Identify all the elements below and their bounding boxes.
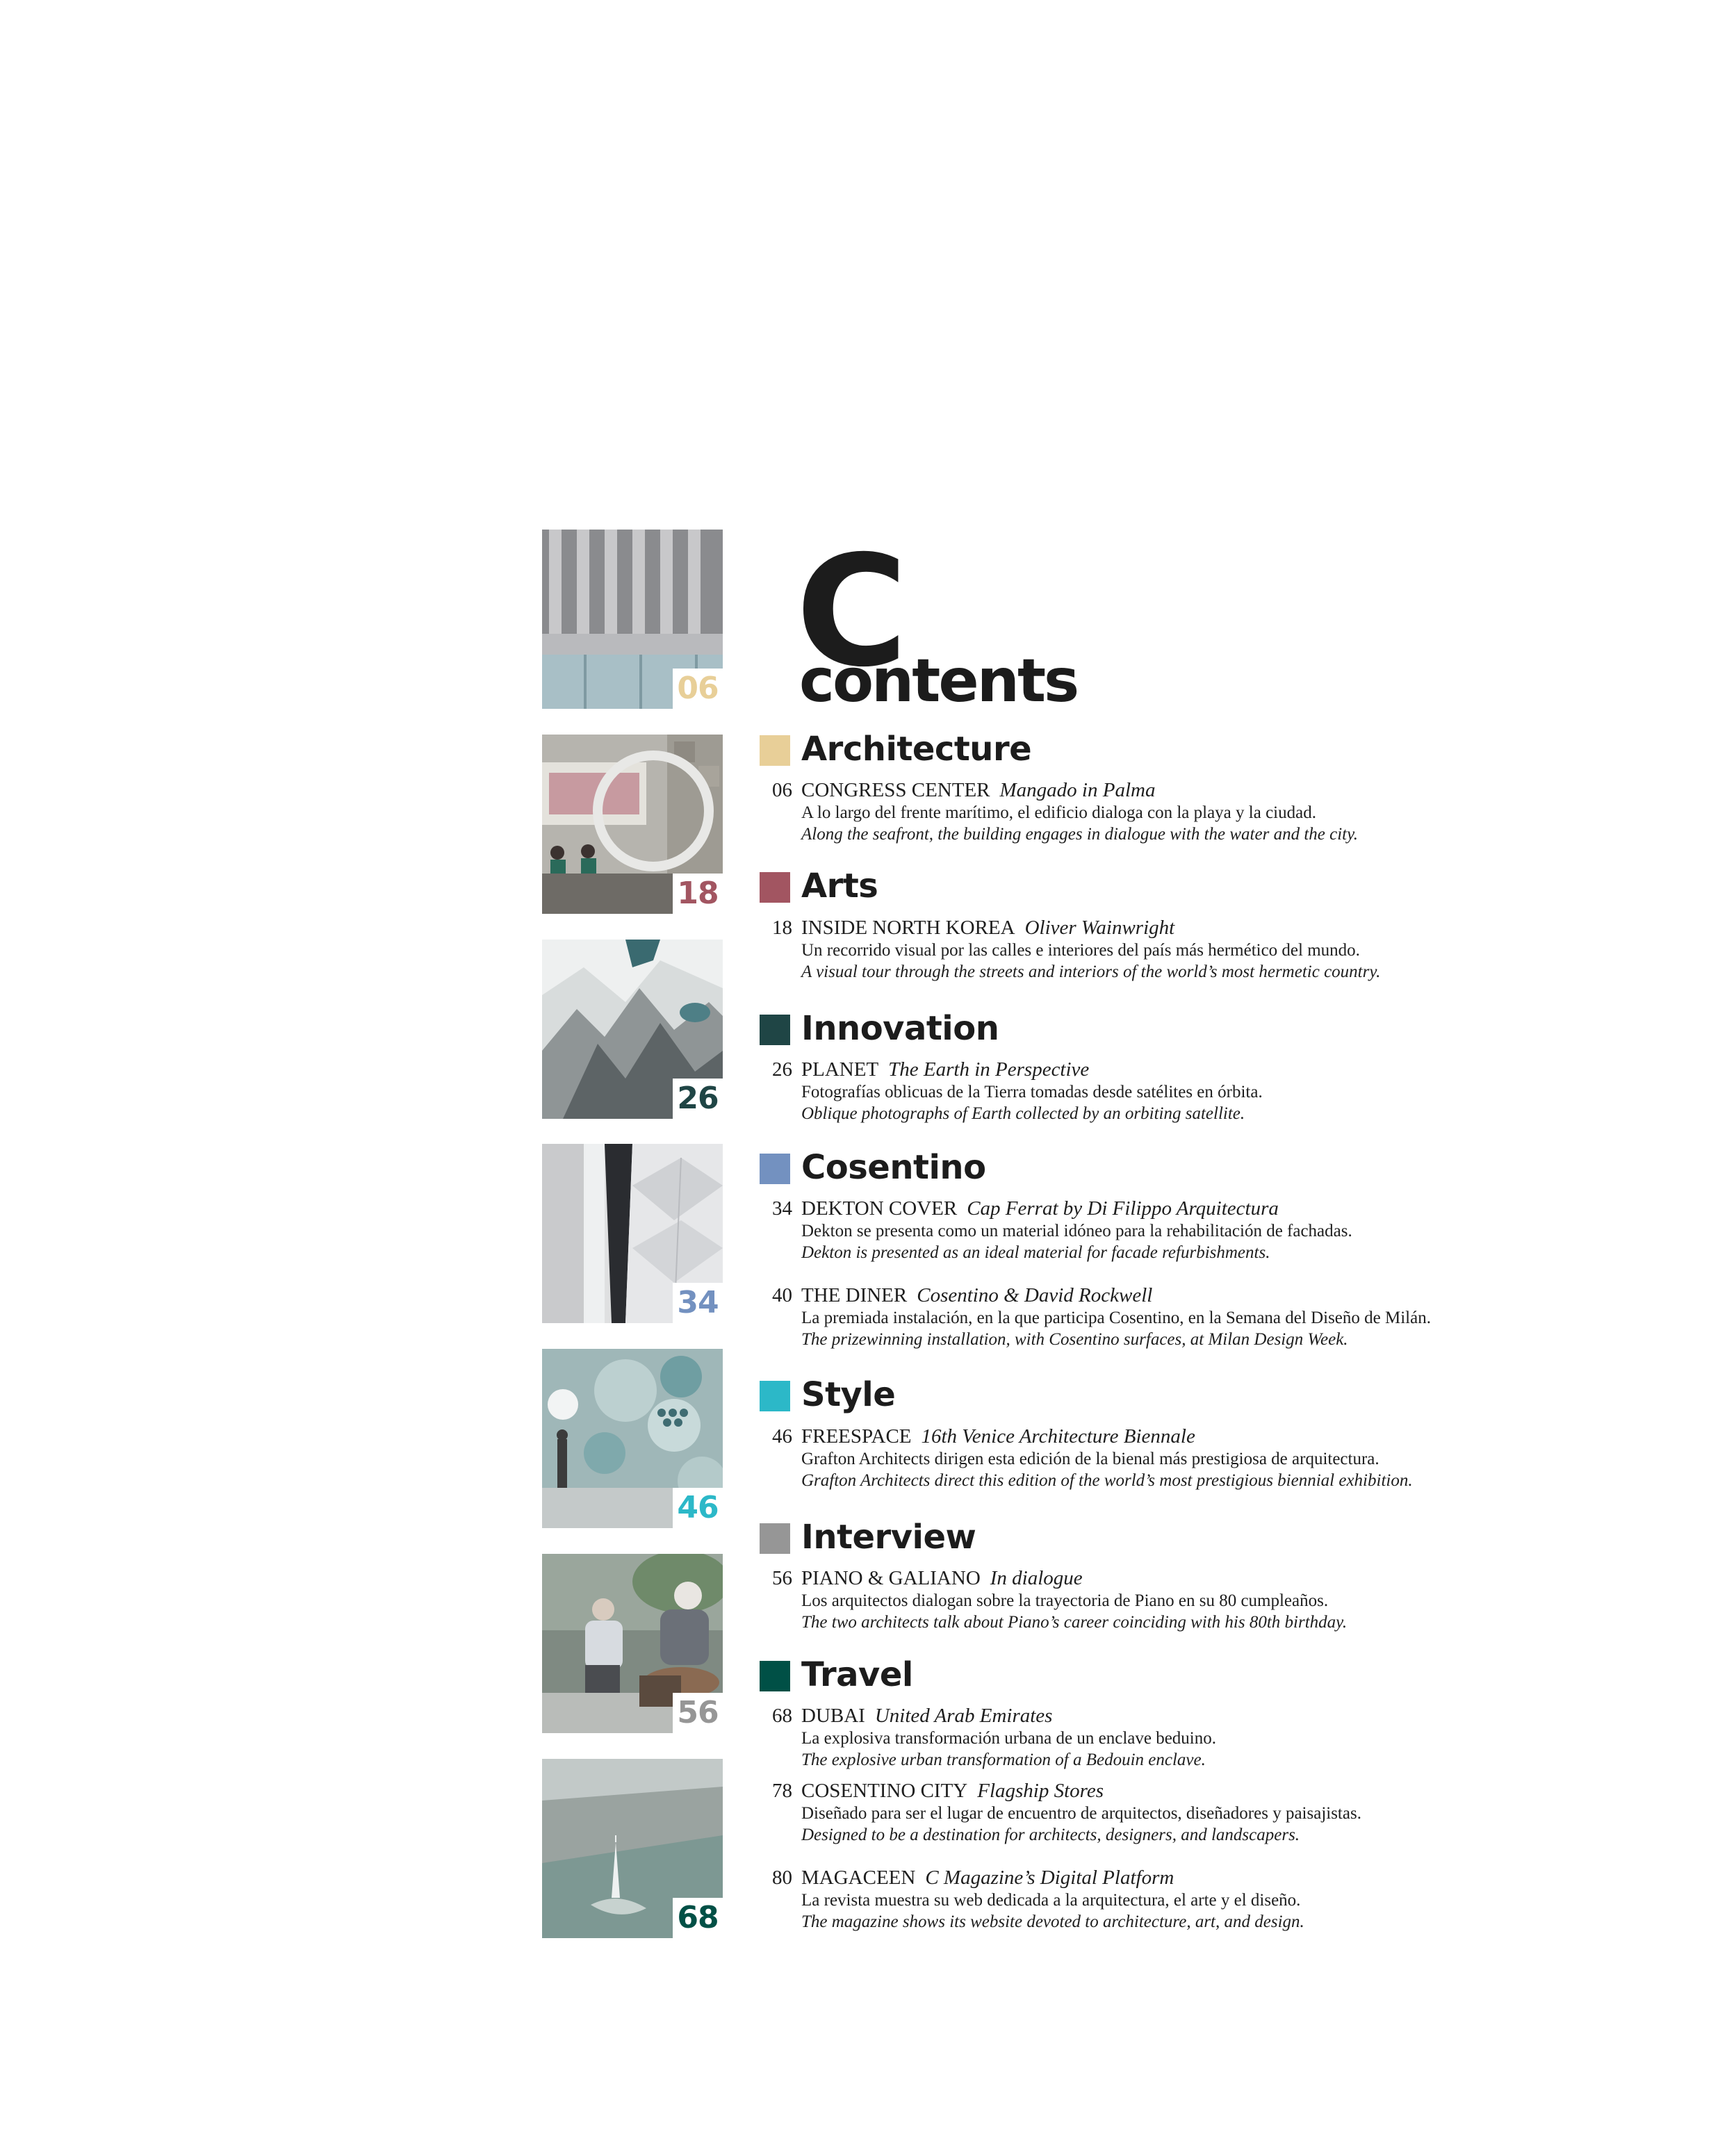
entry-subtitle: In dialogue	[990, 1567, 1083, 1589]
section-color-square	[760, 1523, 790, 1554]
entry-description-es: Los arquitectos dialogan sobre la trayectoria de Piano en su 80 cumpleaños.	[801, 1591, 1329, 1610]
entry-page-number: 68	[772, 1705, 792, 1727]
entry-description-es: La explosiva transformación urbana de un enclave beduino.	[801, 1729, 1216, 1748]
entry-congress-center[interactable]	[763, 778, 1694, 845]
entry-description-en: The magazine shows its website devoted to architecture, art, and design.	[801, 1912, 1304, 1931]
entry-freespace[interactable]	[763, 1425, 1694, 1491]
entry-title: COSENTINO CITY	[801, 1780, 968, 1802]
entry-page-number: 18	[772, 917, 792, 939]
entry-page-number: 26	[772, 1058, 792, 1081]
section-title-interview: Interview	[801, 1518, 976, 1557]
page-number-label: 34	[673, 1283, 723, 1323]
entry-title: INSIDE NORTH KOREA	[801, 917, 1015, 939]
entry-page-number: 80	[772, 1867, 792, 1889]
entry-piano-galiano[interactable]	[763, 1566, 1694, 1633]
entry-description-en: Dekton is presented as an ideal material for facade refurbishments.	[801, 1243, 1270, 1262]
entry-title: MAGACEEN	[801, 1867, 916, 1889]
entry-subtitle: Flagship Stores	[977, 1780, 1104, 1802]
section-title-cosentino: Cosentino	[801, 1148, 986, 1187]
entry-title: PIANO & GALIANO	[801, 1567, 981, 1589]
entry-title: DUBAI	[801, 1705, 865, 1727]
entry-description-en: The prizewinning installation, with Cosentino surfaces, at Milan Design Week.	[801, 1330, 1348, 1349]
entry-description-en: The explosive urban transformation of a Bedouin enclave.	[801, 1751, 1206, 1769]
section-title-arts: Arts	[801, 867, 878, 905]
entry-page-number: 78	[772, 1780, 792, 1802]
entry-subtitle: Mangado in Palma	[999, 779, 1156, 801]
entry-title: THE DINER	[801, 1284, 908, 1306]
entry-magaceen[interactable]	[763, 1866, 1694, 1933]
entry-description-en: Designed to be a destination for architects, designers, and landscapers.	[801, 1826, 1300, 1844]
entry-planet[interactable]	[763, 1058, 1694, 1124]
entry-description-es: La revista muestra su web dedicada a la arquitectura, el arte y el diseño.	[801, 1891, 1301, 1910]
thumbnail-architecture[interactable]	[542, 530, 723, 709]
entry-description-es: La premiada instalación, en la que participa Cosentino, en la Semana del Diseño de Milán.	[801, 1309, 1431, 1327]
entry-description-en: Oblique photographs of Earth collected by an orbiting satellite.	[801, 1104, 1245, 1123]
entry-description-en: Grafton Architects direct this edition of the world’s most prestigious biennial exhibition.	[801, 1471, 1413, 1490]
entry-description-es: Dekton se presenta como un material idóneo para la rehabilitación de fachadas.	[801, 1222, 1352, 1240]
entry-description-en: A visual tour through the streets and interiors of the world’s most hermetic country.	[801, 962, 1381, 981]
entry-page-number: 06	[772, 779, 792, 801]
entry-description-es: Grafton Architects dirigen esta edición de la bienal más prestigiosa de arquitectura.	[801, 1450, 1379, 1468]
entry-description-en: Along the seafront, the building engages in dialogue with the water and the city.	[801, 825, 1359, 844]
thumbnail-innovation[interactable]	[542, 940, 723, 1119]
page-number-label: 68	[673, 1898, 723, 1938]
section-color-square	[760, 1661, 790, 1691]
thumbnail-style[interactable]	[542, 1349, 723, 1528]
entry-description-en: The two architects talk about Piano’s career coinciding with his 80th birthday.	[801, 1613, 1348, 1632]
entry-subtitle: 16th Venice Architecture Biennale	[921, 1425, 1195, 1448]
entry-inside-north-korea[interactable]	[763, 916, 1694, 983]
thumbnail-cosentino[interactable]	[542, 1144, 723, 1323]
section-title-innovation: Innovation	[801, 1009, 999, 1048]
section-color-square	[760, 735, 790, 766]
page-number-label: 18	[673, 874, 723, 914]
section-color-square	[760, 1015, 790, 1045]
page-number-label: 26	[673, 1079, 723, 1119]
thumbnail-travel[interactable]	[542, 1759, 723, 1938]
entry-page-number: 46	[772, 1425, 792, 1448]
entry-description-es: Fotografías oblicuas de la Tierra tomadas desde satélites en órbita.	[801, 1083, 1263, 1101]
entry-subtitle: United Arab Emirates	[874, 1705, 1053, 1727]
section-title-architecture: Architecture	[801, 730, 1032, 769]
entry-title: CONGRESS CENTER	[801, 779, 990, 801]
page-number-label: 56	[673, 1693, 723, 1733]
section-color-square	[760, 1381, 790, 1411]
entry-description-es: Un recorrido visual por las calles e interiores del país más hermético del mundo.	[801, 941, 1360, 960]
section-color-square	[760, 1154, 790, 1184]
contents-heading: contents	[799, 646, 1078, 716]
entry-subtitle: Cap Ferrat by Di Filippo Arquitectura	[967, 1197, 1279, 1220]
entry-title: DEKTON COVER	[801, 1197, 958, 1220]
page-number-label: 46	[673, 1488, 723, 1528]
section-title-travel: Travel	[801, 1655, 913, 1694]
entry-dubai[interactable]	[763, 1704, 1694, 1771]
entry-dekton-cover[interactable]	[763, 1197, 1694, 1263]
entry-subtitle: Oliver Wainwright	[1024, 917, 1175, 939]
entry-description-es: A lo largo del frente marítimo, el edificio dialoga con la playa y la ciudad.	[801, 803, 1316, 822]
entry-title: PLANET	[801, 1058, 879, 1081]
page-number-label: 06	[673, 669, 723, 709]
section-color-square	[760, 872, 790, 903]
thumbnail-arts[interactable]	[542, 735, 723, 914]
entry-subtitle: Cosentino & David Rockwell	[917, 1284, 1153, 1306]
entry-description-es: Diseñado para ser el lugar de encuentro de arquitectos, diseñadores y paisajistas.	[801, 1804, 1361, 1823]
entry-page-number: 34	[772, 1197, 792, 1220]
thumbnail-interview[interactable]	[542, 1554, 723, 1733]
logo-letter: C	[796, 523, 903, 700]
entry-title: FREESPACE	[801, 1425, 912, 1448]
entry-the-diner[interactable]	[763, 1284, 1694, 1350]
entry-page-number: 56	[772, 1567, 792, 1589]
section-title-style: Style	[801, 1375, 896, 1414]
entry-cosentino-city[interactable]	[763, 1779, 1694, 1846]
entry-page-number: 40	[772, 1284, 792, 1306]
entry-subtitle: C Magazine’s Digital Platform	[925, 1867, 1174, 1889]
entry-subtitle: The Earth in Perspective	[888, 1058, 1090, 1081]
